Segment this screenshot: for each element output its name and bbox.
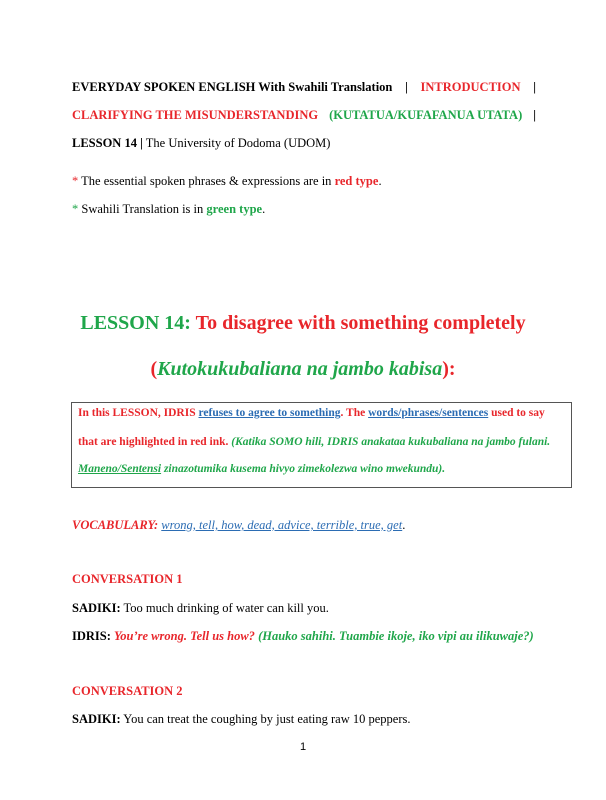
vocabulary-line <box>72 518 405 533</box>
section-clarifying-swahili: (KUTATUA/KUFAFANUA UTATA) <box>329 108 523 122</box>
lesson-title-swahili: Kutokukubaliana na jambo kabisa <box>157 358 443 380</box>
conversation-1-heading: CONVERSATION 1 <box>72 572 183 586</box>
info-text: In this LESSON, IDRIS <box>78 407 196 419</box>
info-text: that are highlighted in red ink. <box>78 436 229 448</box>
speaker-name: SADIKI: <box>72 601 121 615</box>
separator: | <box>140 136 143 150</box>
info-text: . The <box>340 407 366 419</box>
info-box <box>71 402 572 488</box>
header-line-1 <box>72 80 536 95</box>
conversation-2-sadiki <box>72 712 411 727</box>
vocabulary-end: . <box>402 518 406 532</box>
separator: | <box>405 80 408 94</box>
header-line-3 <box>72 136 330 151</box>
note-red-type <box>72 174 382 189</box>
separator: | <box>533 80 536 94</box>
info-translation: zinazotumika kusema hivyo zimekolezwa wino mwekundu). <box>163 463 446 475</box>
section-clarifying: CLARIFYING THE MISUNDERSTANDING <box>72 108 319 122</box>
lesson-title <box>0 312 606 335</box>
info-translation: (Katika SOMO hili, IDRIS anakataa kukubaliana na jambo fulani. <box>231 436 551 448</box>
lesson-title-main: To disagree with something completely <box>195 312 526 334</box>
course-title: EVERYDAY SPOKEN ENGLISH With Swahili Translation <box>72 80 393 94</box>
info-highlight-link: words/phrases/sentences <box>368 407 489 419</box>
bullet-star: * <box>72 174 79 188</box>
info-box-line-3 <box>78 463 445 475</box>
lesson-title-prefix: LESSON 14: <box>80 312 191 334</box>
conversation-1-sadiki <box>72 601 329 616</box>
conversation-1-idris <box>72 629 534 644</box>
vocabulary-label: VOCABULARY: <box>72 518 159 532</box>
conversation-2-heading: CONVERSATION 2 <box>72 684 183 698</box>
lesson-subtitle-swahili <box>0 358 606 381</box>
section-introduction: INTRODUCTION <box>420 80 521 94</box>
speaker-name: SADIKI: <box>72 712 121 726</box>
key-phrase: You’re wrong. Tell us how? <box>114 629 255 643</box>
info-text: used to say <box>491 407 545 419</box>
info-box-line-1 <box>78 407 545 419</box>
note-text: Swahili Translation is in <box>81 202 204 216</box>
speaker-text: Too much drinking of water can kill you. <box>123 601 329 615</box>
separator: | <box>533 108 536 122</box>
university-name: The University of Dodoma (UDOM) <box>145 136 331 150</box>
lesson-number: LESSON 14 <box>72 136 137 150</box>
note-end: . <box>378 174 382 188</box>
page-number: 1 <box>299 741 307 753</box>
header-line-2 <box>72 108 536 123</box>
speaker-name: IDRIS: <box>72 629 111 643</box>
note-colored-text: red type <box>334 174 379 188</box>
note-green-type <box>72 202 265 217</box>
info-box-line-2 <box>78 436 550 448</box>
paren-open: ( <box>150 358 158 380</box>
info-highlight-link: refuses to agree to something <box>198 407 341 419</box>
note-colored-text: green type <box>206 202 263 216</box>
bullet-star: * <box>72 202 79 216</box>
note-text: The essential spoken phrases & expressions are in <box>81 174 332 188</box>
note-end: . <box>262 202 266 216</box>
paren-close: ): <box>442 358 456 380</box>
vocabulary-words: wrong, tell, how, dead, advice, terrible, true, get <box>161 518 403 532</box>
swahili-translation: (Hauko sahihi. Tuambie ikoje, iko vipi au ilikuwaje?) <box>258 629 534 643</box>
speaker-text: You can treat the coughing by just eating raw 10 peppers. <box>123 712 411 726</box>
info-translation-underlined: Maneno/Sentensi <box>78 463 162 475</box>
